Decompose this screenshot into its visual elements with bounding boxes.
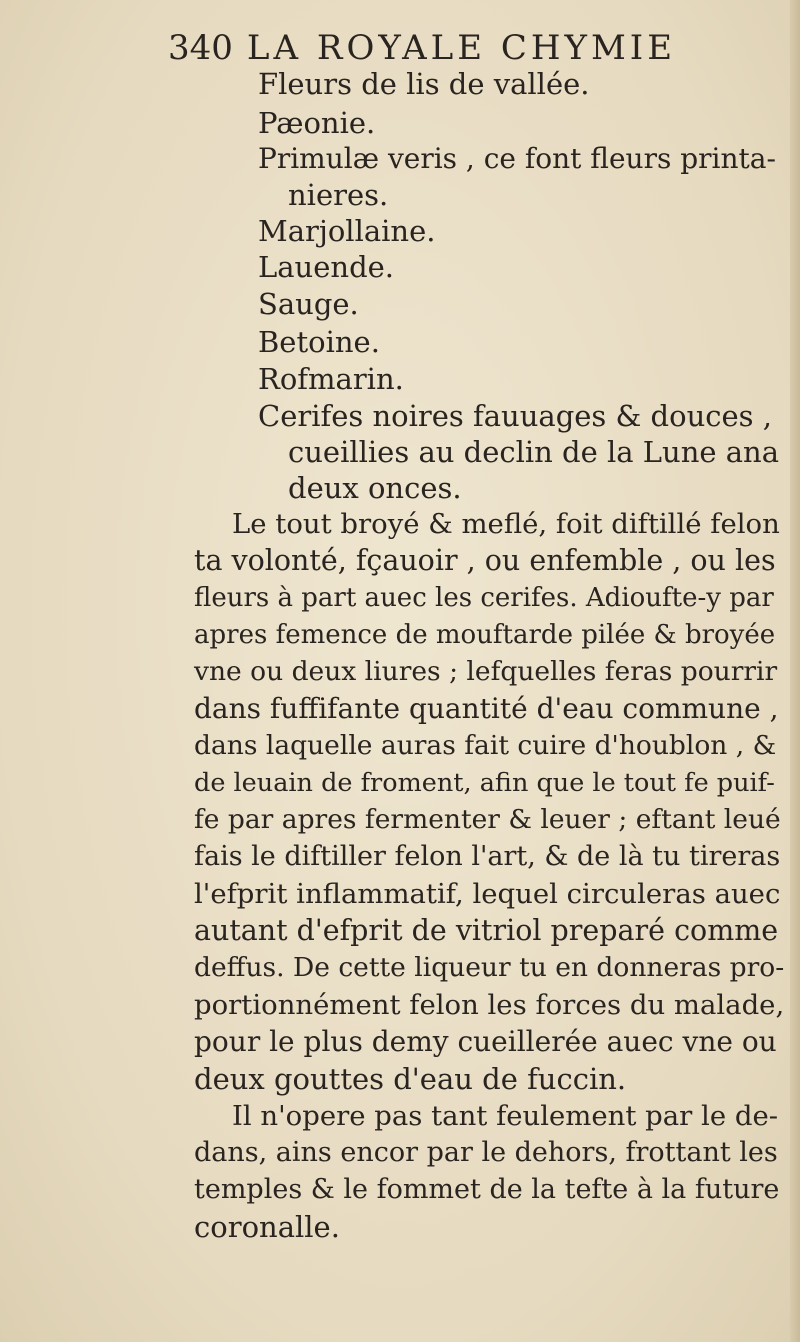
text-line: apres femence de mouftarde pilée & broyée	[194, 620, 776, 650]
text-line: autant d'efprit de vitriol preparé comme	[194, 914, 779, 947]
text-line: Marjollaine.	[258, 214, 436, 248]
text-line: cueillies au declin de la Lune ana	[288, 435, 780, 469]
text-line: Rofmarin.	[258, 362, 404, 396]
page-number: 340	[168, 28, 233, 68]
text-line: Cerifes noires fauuages & douces ,	[258, 399, 772, 433]
text-line: fe par apres fermenter & leuer ; eftant leué	[194, 804, 781, 835]
text-line: de leuain de froment, afin que le tout fe puif-	[194, 768, 775, 798]
page-edge	[790, 0, 800, 1342]
text-line: nieres.	[288, 178, 389, 212]
text-line: l'efprit inflammatif, lequel circuleras auec	[194, 878, 781, 910]
text-line: Primulæ veris , ce font fleurs printa-	[258, 142, 776, 175]
text-line: vne ou deux liures ; lefquelles feras pourrir	[194, 656, 778, 687]
text-line: Il n'opere pas tant feulement par le de-	[232, 1100, 779, 1132]
text-line: dans, ains encor par le dehors, frottant les	[194, 1137, 778, 1168]
text-line: deux gouttes d'eau de fuccin.	[194, 1062, 627, 1096]
text-line: Le tout broyé & meflé, foit diftillé felon	[232, 508, 780, 540]
text-line: Lauende.	[258, 250, 395, 284]
text-line: fleurs à part auec les cerifes. Adioufte-y par	[194, 583, 774, 613]
text-line: Pæonie.	[258, 106, 376, 140]
text-line: Betoine.	[258, 325, 380, 359]
text-line: pour le plus demy cueillerée auec vne ou	[194, 1025, 777, 1058]
text-line: deffus. De cette liqueur tu en donneras pro-	[194, 952, 785, 983]
text-line: coronalle.	[194, 1210, 340, 1244]
text-line: Fleurs de lis de vallée.	[258, 67, 590, 101]
text-line: Sauge.	[258, 287, 359, 321]
text-line: ta volonté, fçauoir , ou enfemble , ou les	[194, 544, 776, 577]
text-line: deux onces.	[288, 471, 462, 505]
text-line: dans fuffifante quantité d'eau commune ,	[194, 692, 779, 725]
text-line: dans laquelle auras fait cuire d'houblon , &	[194, 730, 777, 761]
text-line: portionnément felon les forces du malade,	[194, 989, 785, 1021]
running-title: LA ROYALE CHYMIE	[246, 28, 677, 68]
text-line: fais le diftiller felon l'art, & de là tu tireras	[194, 841, 781, 872]
text-line: temples & le fommet de la tefte à la future	[194, 1174, 780, 1205]
running-header	[168, 28, 676, 68]
